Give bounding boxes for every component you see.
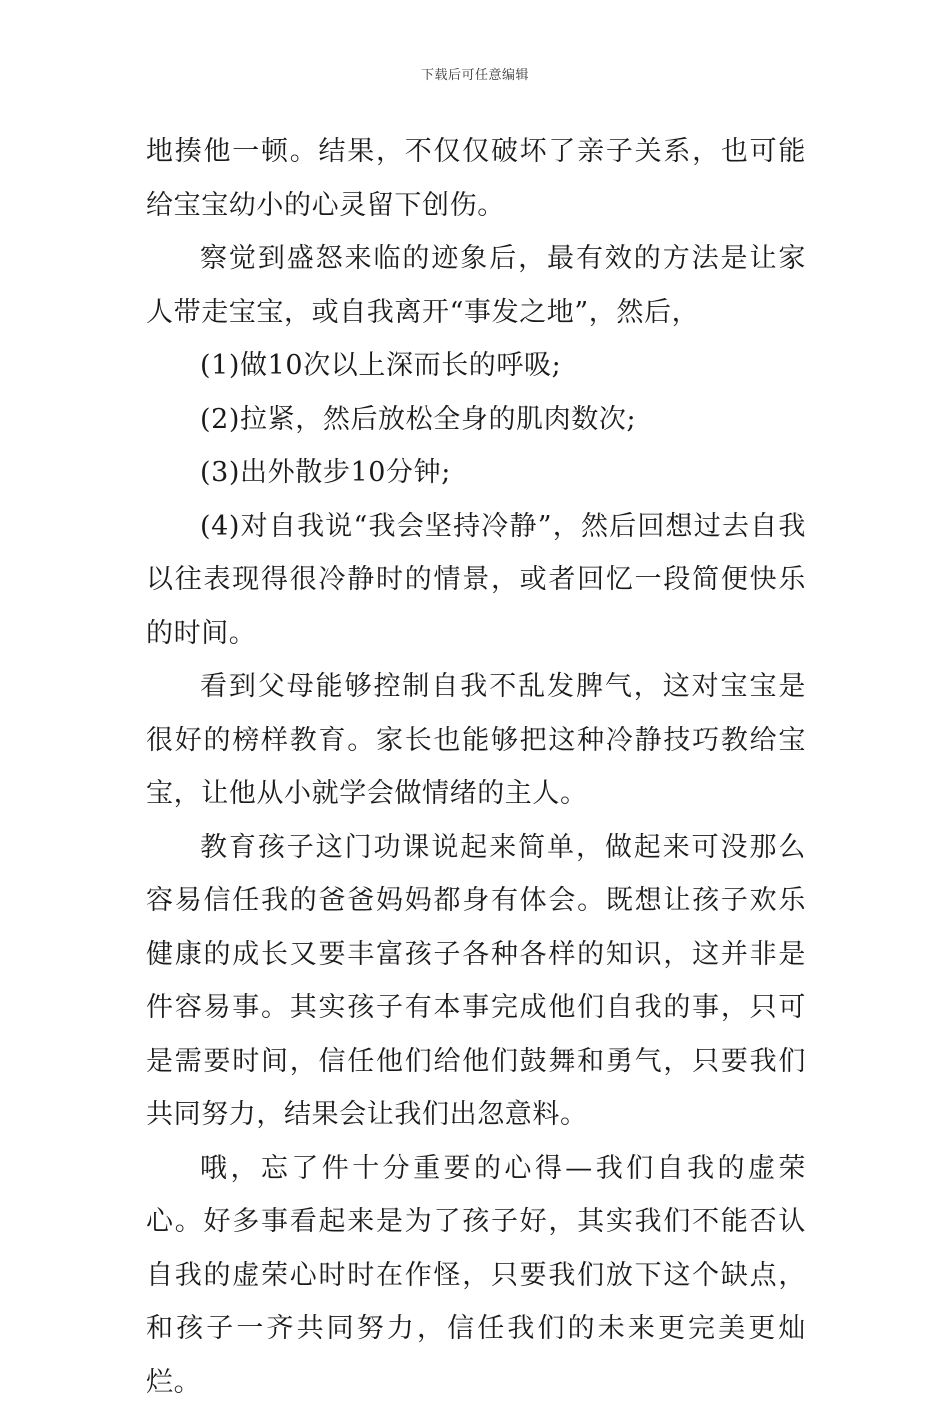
list-item: (2)拉紧，然后放松全身的肌肉数次;	[146, 393, 806, 447]
list-item: (3)出外散步10分钟;	[146, 446, 806, 500]
page-header-note: 下载后可任意编辑	[0, 64, 950, 83]
paragraph: 察觉到盛怒来临的迹象后，最有效的方法是让家人带走宝宝，或自我离开“事发之地”，然后，	[146, 232, 806, 339]
paragraph: 教育孩子这门功课说起来简单，做起来可没那么容易信任我的爸爸妈妈都身有体会。既想让孩子欢乐健康的成长又要丰富孩子各种各样的知识，这并非是件容易事。其实孩子有本事完成他们自我的事，只可是需要时间，信任他们给他们鼓舞和勇气，只要我们共同努力，结果会让我们出忽意料。	[146, 821, 806, 1142]
paragraph: 哦，忘了件十分重要的心得—我们自我的虚荣心。好多事看起来是为了孩子好，其实我们不能否认自我的虚荣心时时在作怪，只要我们放下这个缺点，和孩子一齐共同努力，信任我们的未来更完美更灿烂。	[146, 1142, 806, 1409]
paragraph: 看到父母能够控制自我不乱发脾气，这对宝宝是很好的榜样教育。家长也能够把这种冷静技巧教给宝宝，让他从小就学会做情绪的主人。	[146, 660, 806, 821]
paragraph: 地揍他一顿。结果，不仅仅破坏了亲子关系，也可能给宝宝幼小的心灵留下创伤。	[146, 125, 806, 232]
document-body	[146, 125, 806, 1409]
list-item: (1)做10次以上深而长的呼吸;	[146, 339, 806, 393]
list-item: (4)对自我说“我会坚持冷静”，然后回想过去自我以往表现得很冷静时的情景，或者回忆一段简便快乐的时间。	[146, 500, 806, 661]
